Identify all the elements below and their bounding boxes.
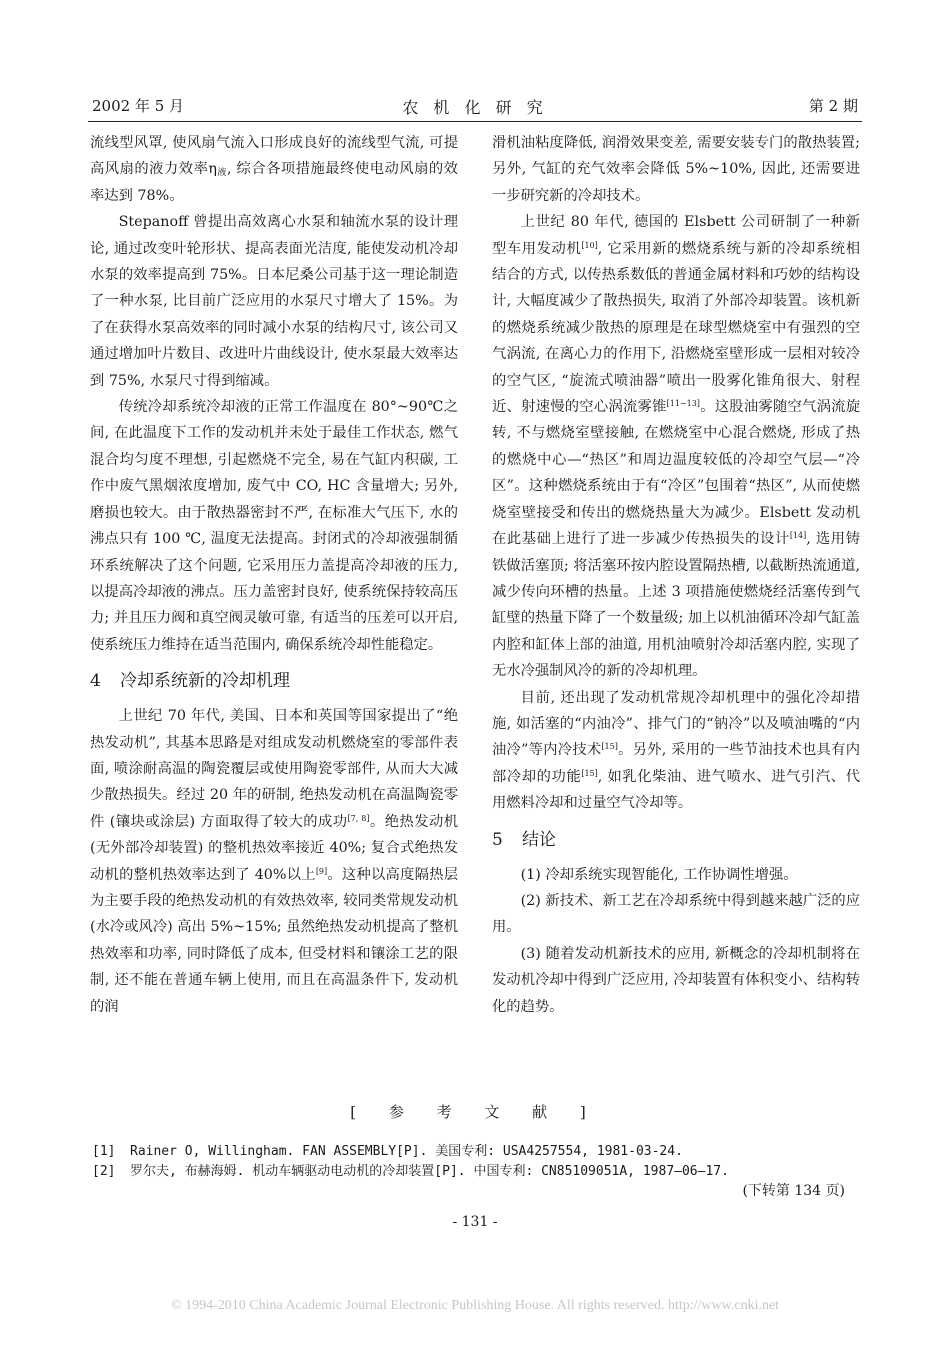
citation: [15] [581, 768, 598, 778]
paragraph: 上世纪 70 年代, 美国、日本和英国等国家提出了“绝热发动机”, 其基本思路是对组成发动机燃烧室的零部件表面, 喷涂耐高温的陶瓷覆层或使用陶瓷零部件, 从而大大减少散热损失。经过 20 年的研制, 绝热发动机在高温陶瓷零件 (镶块或涂层) 方面取得了较大的成功[7, 8]。绝热发动机 (无外部冷却装置) 的整机热效率接近 40%; 复合式绝热发动机的整机热效率达到了 40%以上[9]。这种以高度隔热层为主要手段的绝热发动机的有效热效率, 较同类常规发动机 (水冷或风冷) 高出 5%~15%; 虽然绝热发动机提高了整机热效率和功率, 同时降低了成本, 但受材料和镶涂工艺的限制, 还不能在普通车辆上使用, 而且在高温条件下, 发动机的润 [90, 708, 459, 1015]
paragraph: 滑机油粘度降低, 润滑效果变差, 需要安装专门的散热装置; 另外, 气缸的充气效率会降低 5%~10%, 因此, 还需要进一步研究新的冷却技术。 [492, 135, 860, 204]
issue-number: 第 2 期 [808, 97, 858, 115]
paragraph: 目前, 还出现了发动机常规冷却机理中的强化冷却措施, 如活塞的“内油冷”、排气门的“钠冷”以及喷油嘴的“内油冷”等内冷技术[15]。另外, 采用的一些节油技术也具有内部冷却的功能[15], 如乳化柴油、进气喷水、进气引汽、代用燃料冷却和过量空气冷却等。 [492, 689, 860, 812]
right-column [492, 130, 860, 1020]
conclusion-item: (3) 随着发动机新技术的应用, 新概念的冷却机制将在发动机冷却中得到广泛应用, 冷却装置有体积变小、结构转化的趋势。 [492, 945, 860, 1015]
page-number: - 131 - [452, 1214, 498, 1230]
section-heading-4: 4 冷却系统新的冷却机理 [90, 671, 290, 692]
conclusion-item: (1) 冷却系统实现智能化, 工作协调性增强。 [520, 866, 798, 883]
citation: [14] [789, 531, 807, 541]
reference-item: [2] 罗尔夫, 布赫海姆. 机动车辆驱动电动机的冷却装置[P]. 中国专利: CN85109051A, 1987—06—17. [92, 1164, 729, 1179]
left-column [90, 130, 458, 1020]
citation: [15] [601, 742, 618, 752]
header-date: 2002 年 5 月 [92, 97, 185, 115]
journal-title: 农 机 化 研 究 [402, 98, 548, 117]
citation: [7, 8] [347, 813, 370, 823]
copyright-watermark: © 1994-2010 China Academic Journal Electronic Publishing House. All rights reserved. http://www.cnki.net [170, 1298, 780, 1313]
paragraph: 上世纪 80 年代, 德国的 Elsbett 公司研制了一种新型车用发动机[10], 它采用新的燃烧系统与新的冷却系统相结合的方式, 以传热系数低的普通金属材料和巧妙的结构设计, 大幅度减少了散热损失, 取消了外部冷却装置。该机新的燃烧系统减少散热的原理是在球型燃烧室中有强烈的空气涡流, 在离心力的作用下, 沿燃烧室壁形成一层相对较冷的空气区, “旋流式喷油器”喷出一股雾化锥角很大、射程近、射速慢的空心涡流雾锥[11~13]。这股油雾随空气涡流旋转, 不与燃烧室壁接触, 在燃烧室中心混合燃烧, 形成了热的燃烧中心—“热区”和周边温度较低的冷却空气层—“冷区”。这种燃烧系统由于有“冷区”包围着“热区”, 从而使燃烧室壁接受和传出的燃烧热量大为减少。Elsbett 发动机在此基础上进行了进一步减少传热损失的设计[14], 选用铸铁做活塞顶; 将活塞环按内腔设置隔热槽, 以截断热流通道, 减少传向环槽的热量。上述 3 项措施使燃烧经活塞传到气缸壁的热量下降了一个数量级; 加上以机油循环冷却气缸盖内腔和缸体上部的油道, 用机油喷射冷却活塞内腔, 实现了无水冷强制风冷的新的冷却机理。 [492, 214, 861, 680]
section-heading-5: 5 结论 [492, 829, 556, 850]
references-title: [ 参 考 文 献 ] [350, 1103, 600, 1121]
paragraph: 流线型风罩, 使风扇气流入口形成良好的流线型气流, 可提高风扇的液力效率$\eta_液$, 综合各项措施最终使电动风扇的效率达到 78%。 [90, 135, 458, 204]
header-rule [88, 121, 862, 122]
citation: [9] [315, 866, 328, 876]
reference-item: [1] Rainer O, Willingham. FAN ASSEMBLY[P]. 美国专利: USA4257554, 1981-03-24. [92, 1144, 683, 1159]
paragraph: 传统冷却系统冷却液的正常工作温度在 80°~90℃之间, 在此温度下工作的发动机并未处于最佳工作状态, 燃气混合均匀度不理想, 引起燃烧不完全, 易在气缸内积碳, 工作中废气黑烟浓度增加, 废气中 CO, HC 含量增大; 另外, 磨损也较大。由于散热器密封不严, 在标准大气压下, 水的沸点只有 100 ℃, 温度无法提高。封闭式的冷却液强制循环系统解决了这个问题, 它采用压力盖提高冷却液的压力, 以提高冷却液的沸点。压力盖密封良好, 使系统保持较高压力; 并且压力阀和真空阀灵敏可靠, 有适当的压差可以开启, 使系统压力维持在适当范围内, 确保系统冷却性能稳定。 [90, 399, 458, 653]
continued-note: (下转第 134 页) [742, 1183, 845, 1199]
paragraph: Stepanoff 曾提出高效离心水泵和轴流水泵的设计理论, 通过改变叶轮形状、提高表面光洁度, 能使发动机冷却水泵的效率提高到 75%。日本尼桑公司基于这一理论制造了一种水泵, 比目前广泛应用的水泵尺寸增大了 15%。为了在获得水泵高效率的同时减小水泵的结构尺寸, 该公司又通过增加叶片数目、改进叶片曲线设计, 使水泵最大效率达到 75%, 水泵尺寸得到缩减。 [90, 214, 458, 389]
citation: [10] [581, 240, 598, 250]
conclusion-item: (2) 新技术、新工艺在冷却系统中得到越来越广泛的应用。 [492, 892, 860, 936]
citation: [11~13] [666, 399, 700, 409]
